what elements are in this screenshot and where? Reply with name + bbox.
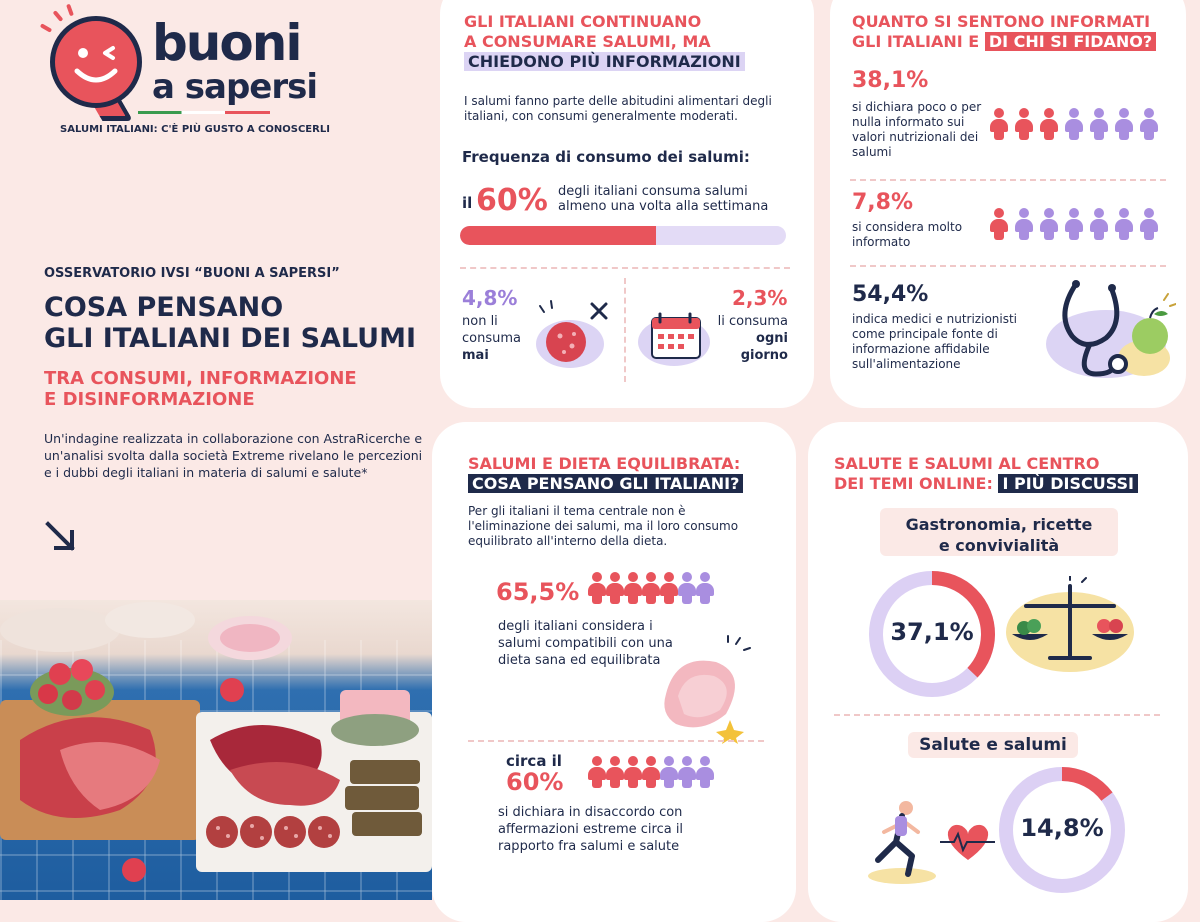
scale-icon	[1002, 576, 1138, 676]
cold-cuts-photo	[0, 600, 432, 900]
topic2-label: Salute e salumi	[908, 732, 1078, 758]
daily-percentage: 2,3%	[732, 286, 788, 310]
diet-stat2-prefix: circa il	[506, 752, 562, 770]
informed-stat2-text: si considera molto informato	[852, 220, 963, 249]
diet-card	[432, 422, 796, 922]
logo-wordmark-line1: buoni	[152, 14, 301, 72]
informed-card	[830, 0, 1186, 408]
person-icon	[642, 572, 660, 604]
diet-stat1-text: degli italiani considera i salumi compatibili con una dieta sana ed equilibrata	[498, 619, 673, 668]
person-icon	[1115, 208, 1133, 240]
weekly-progress-bar	[460, 226, 786, 245]
logo-smile-icon	[50, 16, 142, 108]
consumption-card	[440, 0, 814, 408]
person-icon	[624, 572, 642, 604]
diet-stat2-percentage: 60%	[506, 768, 564, 796]
person-icon	[990, 208, 1008, 240]
person-icon	[660, 756, 678, 788]
never-text: non li consuma mai	[462, 314, 521, 363]
informed-stat3-text: indica medici e nutrizionisti come principale fonte di informazione affidabile sull'alimentazione	[852, 312, 1018, 371]
person-icon	[1015, 208, 1033, 240]
person-icon	[1140, 108, 1158, 140]
person-icon	[678, 756, 696, 788]
consumption-title: GLI ITALIANI CONTINUANO A CONSUMARE SALUMI, MA CHIEDONO PIÙ INFORMAZIONI	[464, 12, 745, 72]
person-icon	[1090, 108, 1108, 140]
person-icon	[588, 572, 606, 604]
person-icon	[678, 572, 696, 604]
informed-stat1-percentage: 38,1%	[852, 68, 929, 93]
intro-text: Un'indagine realizzata in collaborazione con AstraRicerche e un'analisi svolta dalla società Extreme rivelano le percezioni e i dubbi degli italiani in materia di salumi e salute*	[44, 431, 423, 480]
weekly-prefix: il	[462, 194, 473, 212]
weekly-progress-fill	[460, 226, 656, 245]
diet-title: SALUMI E DIETA EQUILIBRATA: COSA PENSANO GLI ITALIANI?	[468, 454, 743, 494]
person-icon	[990, 108, 1008, 140]
person-icon	[1040, 208, 1058, 240]
person-icon	[1115, 108, 1133, 140]
person-icon	[642, 756, 660, 788]
person-icon	[624, 756, 642, 788]
people-icon-row	[990, 108, 1170, 142]
online-title: SALUTE E SALUMI AL CENTRO DEI TEMI ONLINE: I PIÙ DISCUSSI	[834, 454, 1138, 494]
person-icon	[1065, 208, 1083, 240]
ham-slice-icon	[656, 634, 756, 744]
informed-stat2-percentage: 7,8%	[852, 190, 914, 215]
arrow-down-right-icon	[44, 520, 78, 554]
never-percentage: 4,8%	[462, 286, 518, 310]
person-icon	[1065, 108, 1083, 140]
person-icon	[696, 572, 714, 604]
person-icon	[696, 756, 714, 788]
people-icon-row	[990, 208, 1170, 242]
topic1-label: Gastronomia, ricette e convivialità	[905, 515, 1093, 555]
runner-icon	[862, 798, 998, 888]
person-icon	[606, 572, 624, 604]
informed-title: QUANTO SI SENTONO INFORMATI GLI ITALIANI E DI CHI SI FIDANO?	[852, 12, 1156, 52]
frequency-label: Frequenza di consumo dei salumi:	[462, 148, 750, 166]
person-icon	[1140, 208, 1158, 240]
topic1-percentage: 37,1%	[890, 618, 974, 646]
diet-description: Per gli italiani il tema centrale non è l'eliminazione dei salumi, ma il loro consumo equilibrato all'interno della dieta.	[468, 504, 739, 548]
informed-stat3-percentage: 54,4%	[852, 282, 929, 307]
people-icon-row	[588, 572, 728, 606]
weekly-percentage: 60%	[476, 183, 548, 218]
online-card	[808, 422, 1188, 922]
diet-stat1-percentage: 65,5%	[496, 578, 580, 606]
logo-wordmark-line2: a sapersi	[152, 67, 318, 107]
observatory-label: OSSERVATORIO IVSI “BUONI A SAPERSI”	[44, 266, 340, 281]
people-icon-row	[588, 756, 728, 790]
heart-icon	[940, 825, 995, 860]
italian-flag-stripe	[138, 111, 270, 114]
daily-text: li consuma ogni giorno	[717, 314, 788, 363]
salami-icon	[530, 298, 620, 376]
stethoscope-icon	[1036, 274, 1176, 386]
person-icon	[1040, 108, 1058, 140]
person-icon	[660, 572, 678, 604]
consumption-description: I salumi fanno parte delle abitudini alimentari degli italiani, con consumi generalmente moderati.	[464, 94, 772, 123]
informed-stat1-text: si dichiara poco o per nulla informato sui valori nutrizionali dei salumi	[852, 100, 982, 159]
person-icon	[1015, 108, 1033, 140]
weekly-text: degli italiani consuma salumi almeno una volta alla settimana	[558, 184, 769, 214]
apple-icon	[1132, 308, 1168, 354]
logo-tagline: SALUMI ITALIANI: C'È PIÙ GUSTO A CONOSCERLI	[60, 124, 330, 135]
page-subtitle: TRA CONSUMI, INFORMAZIONE E DISINFORMAZIONE	[44, 368, 357, 410]
person-icon	[606, 756, 624, 788]
person-icon	[1090, 208, 1108, 240]
page-title: COSA PENSANO GLI ITALIANI DEI SALUMI	[44, 292, 416, 354]
diet-stat2-text: si dichiara in disaccordo con affermazioni estreme circa il rapporto fra salumi e salute	[498, 805, 684, 854]
topic2-percentage: 14,8%	[1020, 814, 1104, 842]
person-icon	[588, 756, 606, 788]
